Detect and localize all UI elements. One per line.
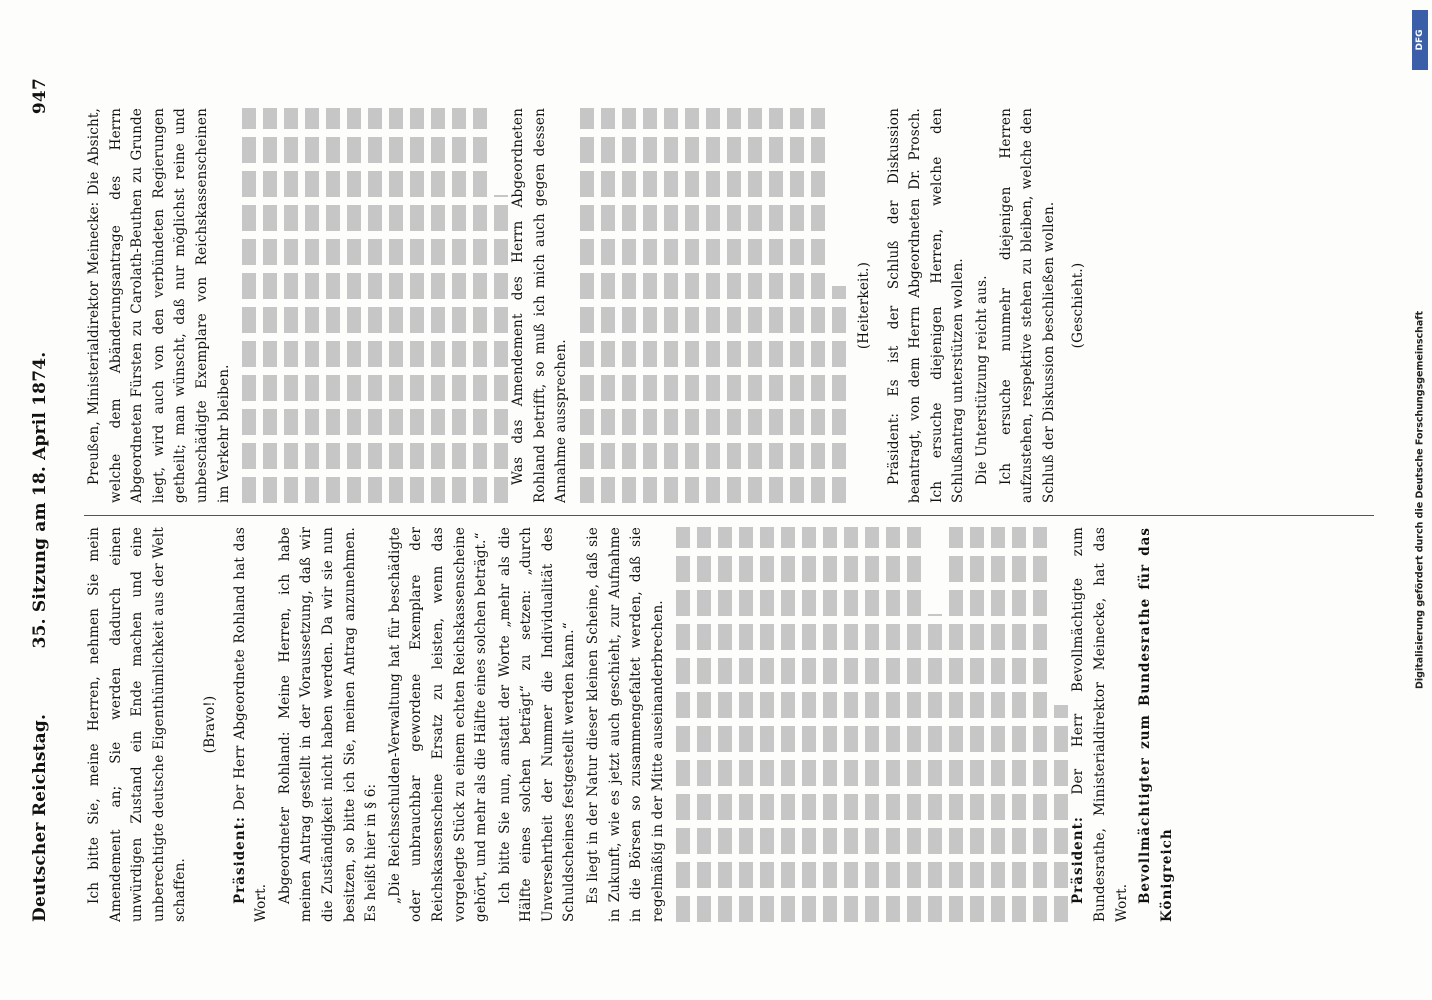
illegible-text-line [1054,705,1068,922]
illegible-text-line [431,108,445,503]
illegible-text-line [643,108,657,503]
speaker-label: Präsident: [1070,816,1087,904]
speaker-label: Bevollmächtigter zum Bundesrathe für das Königreich [1137,527,1175,922]
illegible-text-line [1033,527,1047,922]
illegible-text-line [823,527,837,922]
illegible-text-line [368,108,382,503]
illegible-text-line [739,527,753,922]
illegible-text-line [242,108,256,503]
illegible-text-line [1012,527,1026,922]
illegible-text-line [949,527,963,922]
illegible-text-line [676,527,690,922]
illegible-text-line [865,527,879,922]
paragraph: Ich bitte Sie nun, anstatt der Worte „mehr als die Hälfte eines solchen beträgt“ zu setzen: „durch Unversehrtheit der Nummer die Individualität des Schuldscheines festgestellt werden kann.“ [496,527,578,922]
illegible-text-line [580,108,594,503]
illegible-text-line [802,527,816,922]
illegible-text-line [907,527,921,922]
applause-note: (Bravo!) [201,695,218,754]
rotated-page [0,60,1400,940]
dfg-badge-text: DFG [1415,29,1425,51]
paragraph: Die Unterstützung reicht aus. [973,275,990,485]
illegible-text-line [790,108,804,503]
illegible-text-line [389,108,403,503]
illegible-text-line [718,527,732,922]
illegible-text-line [601,108,615,503]
illegible-text-line [781,527,795,922]
illegible-text-line [760,527,774,922]
illegible-text-line [263,108,277,503]
illegible-text-line [473,108,487,503]
reaction-note: (Geschieht.) [1070,262,1087,349]
illegible-text-line [664,108,678,503]
illegible-text-line [844,527,858,922]
illegible-text-line [769,108,783,503]
illegible-text-line [970,527,984,922]
paragraph-text: Der Herr Abgeordnete Rohland hat das Wort. [231,527,270,922]
header-session: 35. Sitzung am 18. April 1874. [30,351,50,649]
illegible-text-line [706,108,720,503]
paragraph: Abgeordneter Rohland: Meine Herren, ich habe meinen Antrag gestellt in der Voraussetzung, daß wir die Zuständigkeit nicht haben werden. Da wir sie nun besitzen, so bitte ich Sie, meinen Antrag anzunehmen. Es heißt hier in § 6: [276,527,380,922]
paragraph: Es liegt in der Natur dieser kleinen Scheine, daß sie in Zukunft, wie es jetzt auch geschieht, zur Aufnahme in die Börsen so zusammengefaltet werden, daß sie regelmäßig in der Mitte auseinanderbrechen. [585,527,666,922]
illegible-text-line [452,108,466,503]
dfg-logo-icon [1412,10,1428,70]
paragraph: Preußen, Ministerialdirektor Meinecke: Die Absicht, welche dem Abänderungsantrage des Herrn Abgeordneten Fürsten zu Carolath-Beuthen zu Grunde liegt, wird auch von den verbündeten Regierungen getheilt; man wünscht, daß nur möglichst reine und unbeschädigte Exemplare von Reichskassenscheinen im Verkehr bleiben. [86,108,232,503]
illegible-text-line [494,195,508,503]
page-number: 947 [30,78,50,115]
illegible-text-line [991,527,1005,922]
illegible-text-line [347,108,361,503]
illegible-text-line [832,286,846,503]
paragraph [230,527,273,922]
illegible-text-line [326,108,340,503]
illegible-text-line [622,108,636,503]
paragraph: Ich bitte Sie, meine Herren, nehmen Sie mein Amendement an; Sie werden dadurch einen unwürdigen Zustand ein Ende machen und eine unberechtigte deutsche Eigenthümlichkeit aus der Welt schaffen. [86,527,189,922]
illegible-text-line [685,108,699,503]
illegible-text-line [928,614,942,922]
paragraph: Was das Amendement des Herrn Abgeordneten Rohland betrifft, so muß ich mich auch gegen dessen Annahme aussprechen. [510,108,570,503]
paragraph: Präsident: Es ist der Schluß der Diskussion beantragt, von dem Herrn Abgeordneten Dr. Prosch. Ich ersuche diejenigen Herren, welche den Schlußantrag unterstützen wollen. [885,108,967,503]
illegible-text-line [886,527,900,922]
dfg-credit-text: Digitalisierung gefördert durch die Deutsche Forschungsgemeinschaft [1414,311,1426,689]
page-header [30,78,58,922]
text-column-right [84,108,1374,503]
paragraph [1068,527,1133,922]
illegible-text-line [727,108,741,503]
reaction-note: (Heiterkeit.) [855,261,872,350]
illegible-text-line [697,527,711,922]
paragraph: Ich ersuche nunmehr diejenigen Herren aufzustehen, respektive stehen zu bleiben, welche den Schluß der Diskussion beschließen wollen. [997,108,1057,503]
illegible-text-line [410,108,424,503]
dfg-watermark [1412,10,1428,990]
column-divider [84,515,1374,516]
paragraph-text: Der Herr Bevollmächtigte zum Bundesrathe, Ministerialdirektor Meinecke, hat das Wort. [1070,527,1130,922]
speaker-label: Präsident: [231,816,248,904]
illegible-text-line [748,108,762,503]
illegible-text-line [811,108,825,503]
quoted-paragraph: „Die Reichsschulden-Verwaltung hat für beschädigte oder unbrauchbar gewordene Exemplare der Reichskassenscheine Ersatz zu leisten, wenn das vorgelegte Stück zu einem echten Reichskassenscheine gehört, und mehr als die Hälfte eines solchen beträgt.“ [386,527,490,922]
illegible-text-line [284,108,298,503]
header-publication: Deutscher Reichstag. [30,713,50,922]
text-column-left [84,527,1374,922]
paragraph [1135,527,1178,922]
illegible-text-line [305,108,319,503]
